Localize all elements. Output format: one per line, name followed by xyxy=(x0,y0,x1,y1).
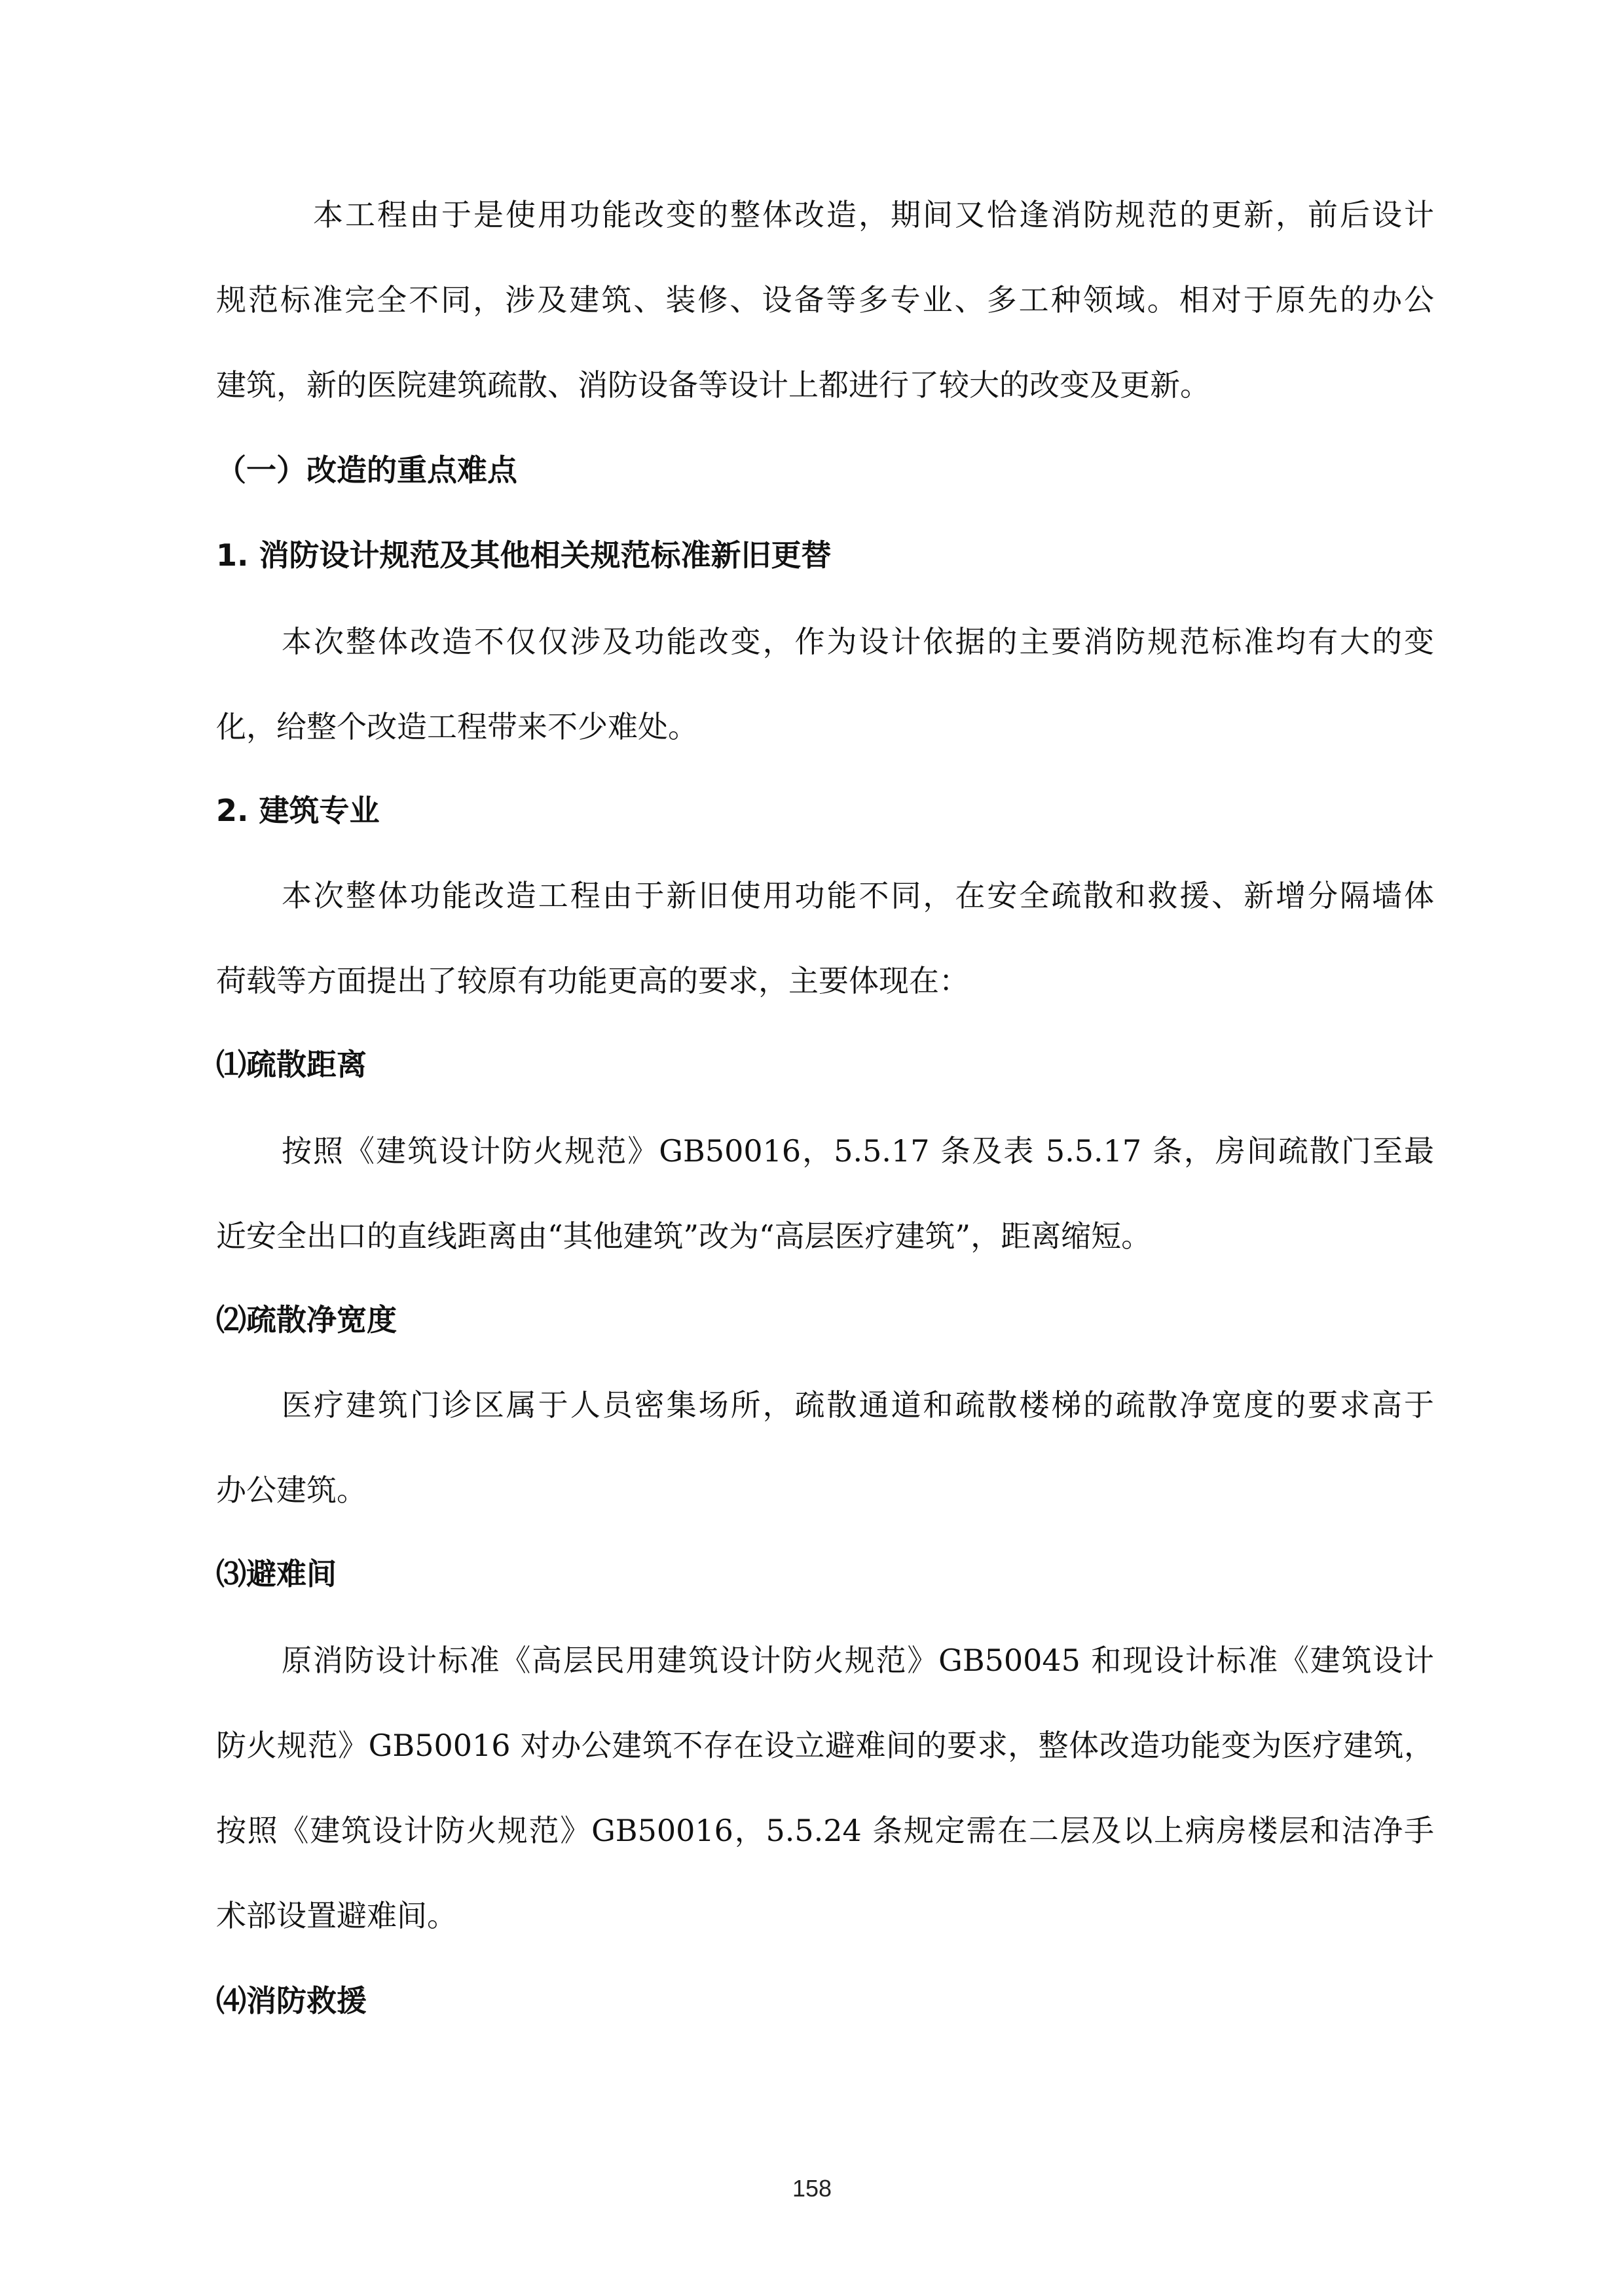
paragraph-line: 防火规范》GB50016 对办公建筑不存在设立避难间的要求，整体改造功能变为医疗建筑， xyxy=(216,1728,1434,1763)
paragraph-line: 建筑，新的医院建筑疏散、消防设备等设计上都进行了较大的改变及更新。 xyxy=(216,367,1210,403)
paragraph-line: 化，给整个改造工程带来不少难处。 xyxy=(216,709,698,744)
subsection-heading: 2. 建筑专业 xyxy=(216,793,380,828)
paragraph-line: 荷载等方面提出了较原有功能更高的要求，主要体现在： xyxy=(216,963,969,998)
section-heading: （一）改造的重点难点 xyxy=(216,452,517,488)
paragraph-line: 按照《建筑设计防火规范》GB50016，5.5.24 条规定需在二层及以上病房楼层和洁净手 xyxy=(216,1813,1434,1848)
paragraph-line: 按照《建筑设计防火规范》GB50016，5.5.17 条及表 5.5.17 条，房间疏散门至最 xyxy=(282,1133,1434,1169)
paragraph-line: 术部设置避难间。 xyxy=(216,1898,457,1933)
item-heading: ⑶避难间 xyxy=(216,1556,337,1592)
page-number: 158 xyxy=(792,2175,832,2202)
paragraph-line: 医疗建筑门诊区属于人员密集场所，疏散通道和疏散楼梯的疏散净宽度的要求高于 xyxy=(282,1387,1434,1423)
paragraph-line: 本工程由于是使用功能改变的整体改造，期间又恰逢消防规范的更新，前后设计 xyxy=(313,197,1434,232)
paragraph-line: 规范标准完全不同，涉及建筑、装修、设备等多专业、多工种领域。相对于原先的办公 xyxy=(216,282,1434,318)
paragraph-line: 办公建筑。 xyxy=(216,1472,367,1508)
subsection-heading: 1. 消防设计规范及其他相关规范标准新旧更替 xyxy=(216,538,832,573)
item-heading: ⑴疏散距离 xyxy=(216,1047,367,1082)
paragraph-line: 原消防设计标准《高层民用建筑设计防火规范》GB50045 和现设计标准《建筑设计 xyxy=(282,1643,1434,1678)
item-heading: ⑷消防救援 xyxy=(216,1983,367,2018)
paragraph-line: 近安全出口的直线距离由“其他建筑”改为“高层医疗建筑”，距离缩短。 xyxy=(216,1218,1152,1254)
paragraph-line: 本次整体改造不仅仅涉及功能改变，作为设计依据的主要消防规范标准均有大的变 xyxy=(282,624,1434,659)
item-heading: ⑵疏散净宽度 xyxy=(216,1302,397,1338)
paragraph-line: 本次整体功能改造工程由于新旧使用功能不同，在安全疏散和救援、新增分隔墙体 xyxy=(282,878,1434,913)
